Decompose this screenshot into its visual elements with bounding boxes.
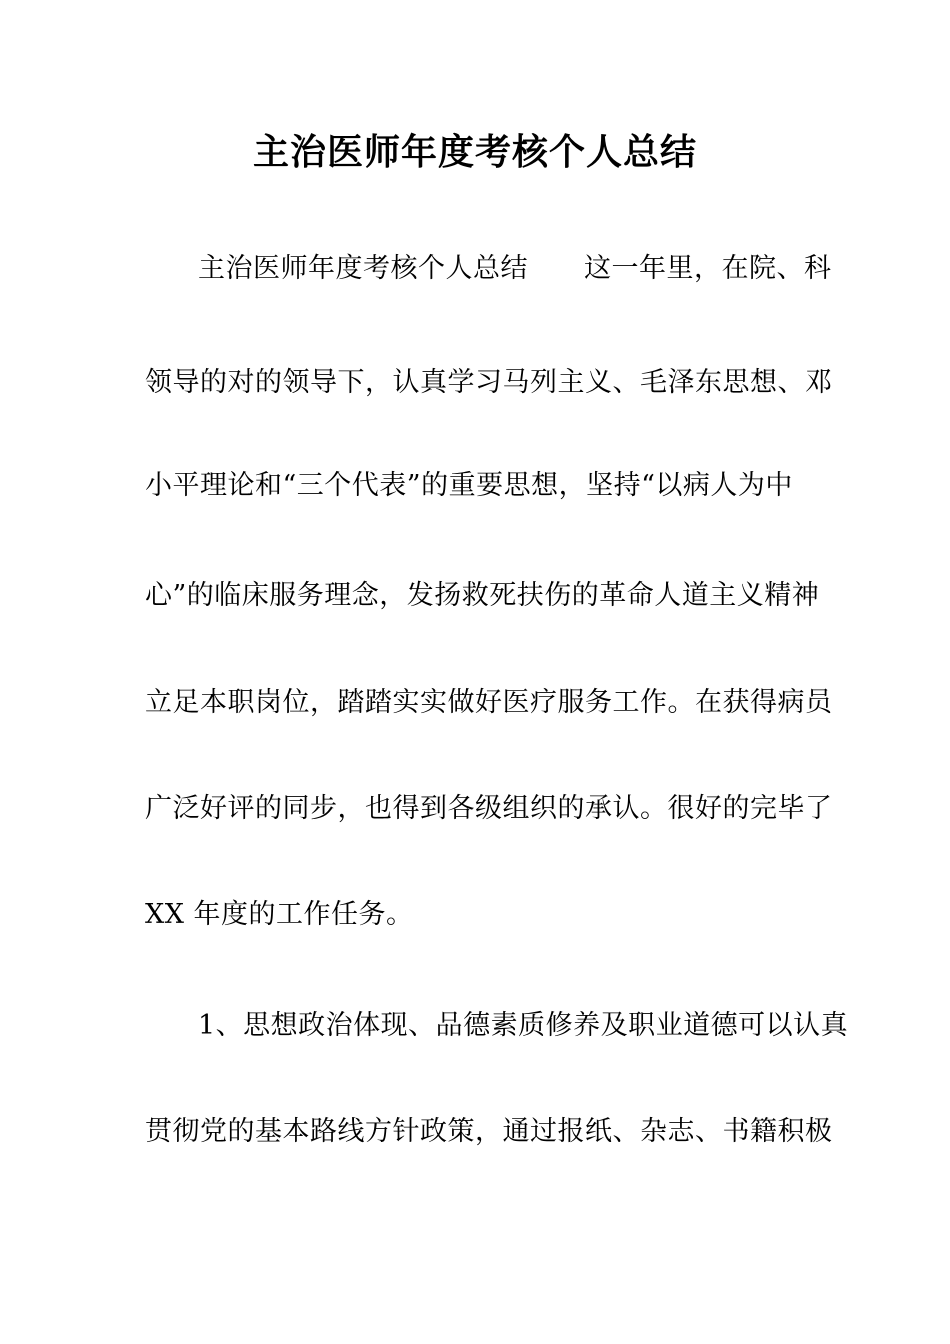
paragraph-1-line-2: 领导的对的领导下，认真学习马列主义、毛泽东思想、邓	[145, 367, 833, 398]
paragraph-1-line-1	[198, 249, 832, 289]
paragraph-1-line-6: 广泛好评的同步，也得到各级组织的承认。很好的完毕了	[145, 793, 833, 824]
paragraph-1-heading-text: 主治医师年度考核个人总结	[198, 253, 528, 284]
paragraph-1-line-4: 心”的临床服务理念，发扬救死扶伤的革命人道主义精神	[145, 580, 820, 611]
paragraph-2-line-2: 贯彻党的基本路线方针政策，通过报纸、杂志、书籍积极	[145, 1116, 833, 1147]
paragraph-1-line-5: 立足本职岗位，踏踏实实做好医疗服务工作。在获得病员	[145, 687, 833, 718]
paragraph-1-line-7: XX 年度的工作任务。	[145, 899, 414, 930]
paragraph-2-line-1: 1、思想政治体现、品德素质修养及职业道德可以认真	[198, 1010, 849, 1041]
paragraph-1-opening-text: 这一年里，在院、科	[584, 253, 832, 284]
document-title: 主治医师年度考核个人总结	[252, 132, 697, 173]
paragraph-1-line-3: 小平理论和“三个代表”的重要思想，坚持“以病人为中	[145, 470, 793, 501]
